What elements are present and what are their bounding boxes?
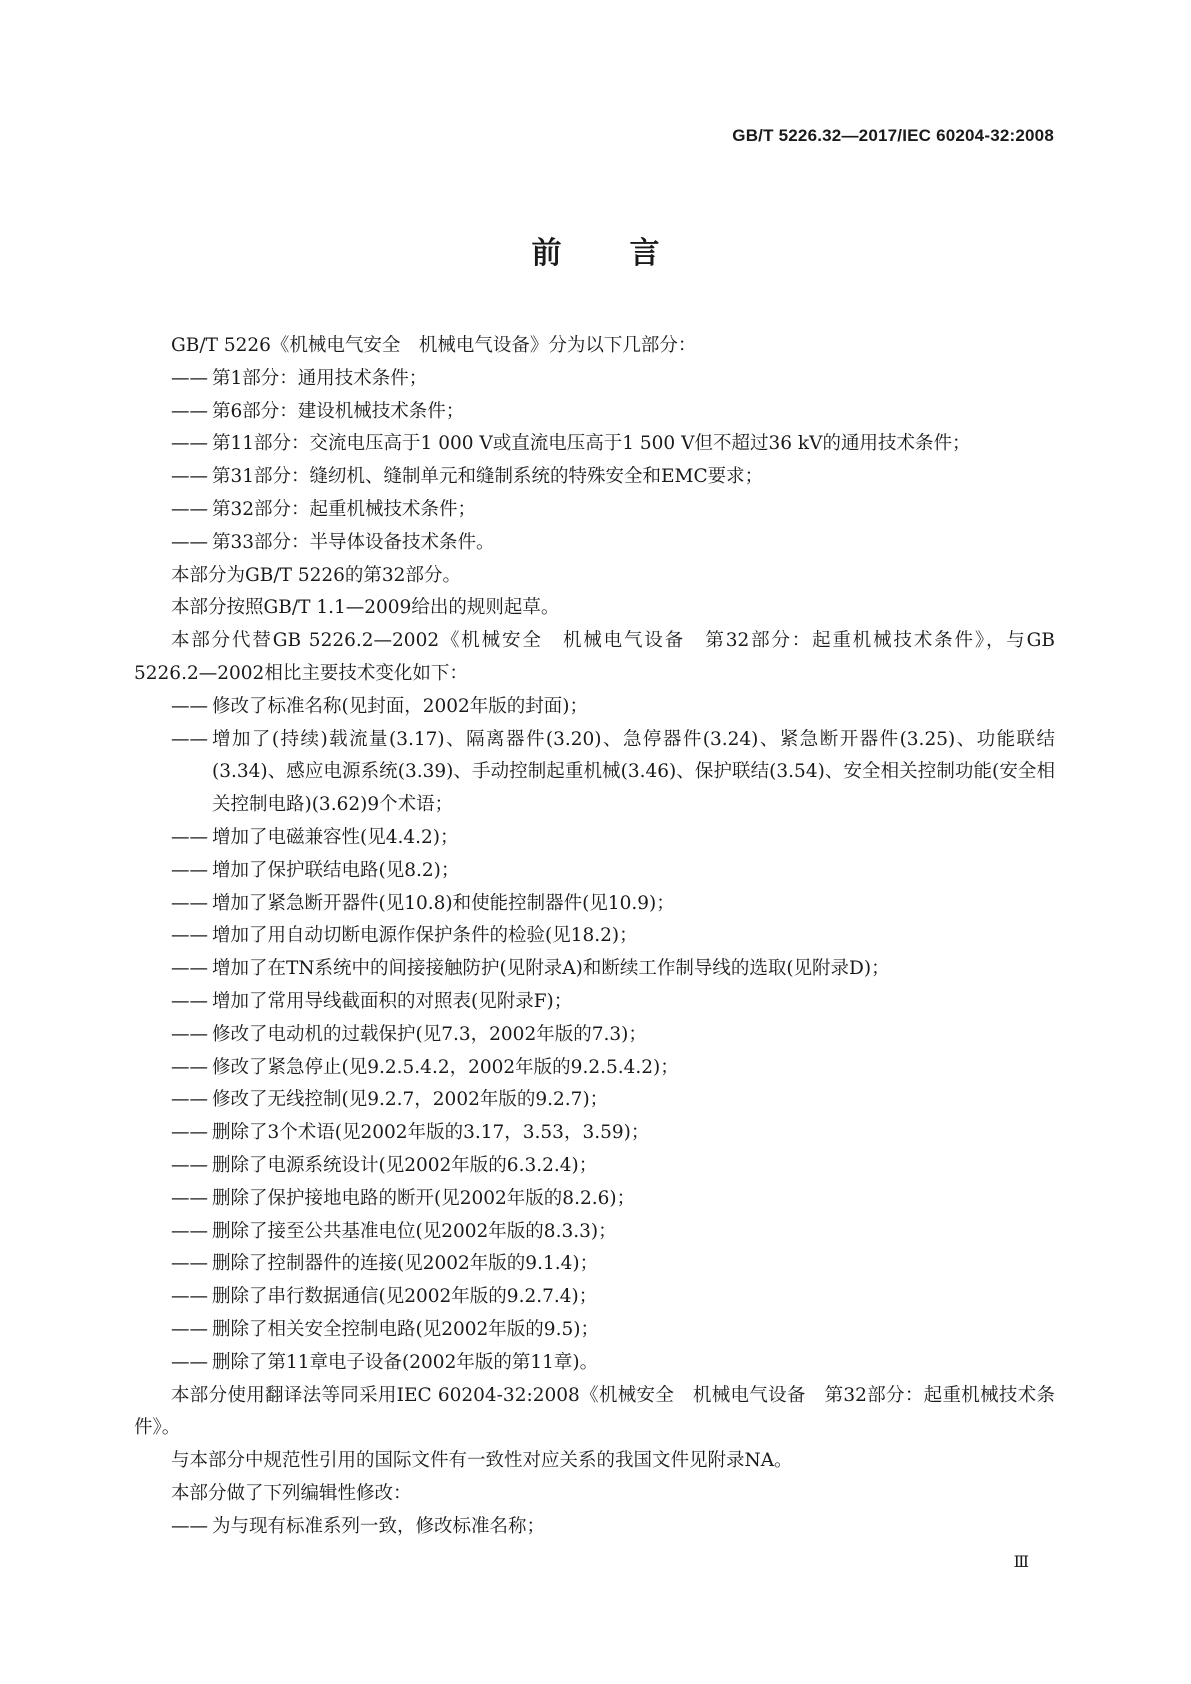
- list-item-text: 删除了3个术语(见2002年版的3.17，3.53，3.59)；: [212, 1122, 650, 1144]
- paragraph-text: GB/T 5226《机械电气安全 机械电气设备》分为以下几部分：: [171, 335, 697, 356]
- list-item: [134, 724, 1055, 822]
- list-item-text: 第6部分：建设机械技术条件；: [212, 400, 465, 422]
- list-dash: ——: [171, 400, 208, 422]
- list-item-text: 第32部分：起重机械技术条件；: [212, 498, 477, 520]
- list-item-text: 为与现有标准系列一致，修改标准名称；: [212, 1515, 546, 1537]
- list-dash: ——: [171, 531, 208, 553]
- list-item-text: 删除了接至公共基准电位(见2002年版的8.3.3)；: [212, 1220, 617, 1242]
- list-dash: ——: [171, 1154, 208, 1176]
- list-dash: ——: [171, 367, 208, 389]
- list-dash: ——: [171, 1286, 208, 1308]
- document-body: [134, 330, 1055, 1543]
- list-item: [134, 1084, 1055, 1117]
- paragraph: [134, 1380, 1055, 1446]
- list-item-text: 修改了电动机的过载保护(见7.3，2002年版的7.3)；: [212, 1023, 647, 1045]
- list-item-text: 增加了保护联结电路(见8.2)；: [212, 859, 460, 881]
- paragraph: [134, 625, 1055, 691]
- list-item: [134, 396, 1055, 429]
- list-item-text: 增加了电磁兼容性(见4.4.2)；: [212, 826, 459, 848]
- list-item: [134, 953, 1055, 986]
- list-item: [134, 428, 1055, 461]
- list-item-text: 增加了紧急断开器件(见10.8)和使能控制器件(见10.9)；: [212, 892, 675, 914]
- list-item: [134, 1511, 1055, 1544]
- paragraph-text: 本部分做了下列编辑性修改：: [171, 1482, 412, 1504]
- list-item: [134, 1183, 1055, 1216]
- list-dash: ——: [171, 925, 208, 947]
- list-dash: ——: [171, 466, 208, 488]
- list-item-text: 第31部分：缝纫机、缝制单元和缝制系统的特殊安全和EMC要求；: [212, 466, 764, 488]
- list-dash: ——: [171, 1220, 208, 1242]
- list-item-text: 增加了在TN系统中的间接接触防护(见附录A)和断续工作制导线的选取(见附录D)；: [212, 958, 890, 980]
- list-item-text: 删除了第11章电子设备(2002年版的第11章)。: [212, 1351, 599, 1373]
- paragraph: [134, 330, 1055, 363]
- list-dash: ——: [171, 1515, 208, 1537]
- list-item: [134, 1216, 1055, 1249]
- page-title: [0, 228, 1191, 272]
- list-item: [134, 1314, 1055, 1347]
- list-item-text: 修改了无线控制(见9.2.7，2002年版的9.2.7)；: [212, 1089, 609, 1111]
- list-dash: ——: [171, 1122, 208, 1144]
- list-item: [134, 1019, 1055, 1052]
- list-item: [134, 527, 1055, 560]
- list-dash: ——: [171, 1089, 208, 1111]
- paragraph: [134, 1445, 1055, 1478]
- list-item-text: 增加了(持续)载流量(3.17)、隔离器件(3.20)、急停器件(3.24)、紧急断开器件(3.25)、功能联结(3.34)、感应电源系统(3.39)、手动控制起重机械(3.46)、保护联结(3.54)、安全相关控制功能(安全相关控制电路)(3.62)9个术语；: [212, 728, 1055, 816]
- paragraph: [134, 1478, 1055, 1511]
- list-item-text: 增加了用自动切断电源作保护条件的检验(见18.2)；: [212, 925, 638, 947]
- list-dash: ——: [171, 1318, 208, 1340]
- list-item: [134, 822, 1055, 855]
- list-dash: ——: [171, 1023, 208, 1045]
- paragraph: [134, 592, 1055, 625]
- list-item-text: 第11部分：交流电压高于1 000 V或直流电压高于1 500 V但不超过36 kV的通用技术条件；: [212, 433, 971, 455]
- page-number: Ⅲ: [1013, 1554, 1029, 1571]
- list-item-text: 增加了常用导线截面积的对照表(见附录F)；: [212, 990, 573, 1012]
- list-dash: ——: [171, 1187, 208, 1209]
- list-dash: ——: [171, 990, 208, 1012]
- list-dash: ——: [171, 826, 208, 848]
- title-char-2: 言: [629, 236, 660, 271]
- list-dash: ——: [171, 433, 208, 455]
- list-dash: ——: [171, 695, 208, 717]
- list-item: [134, 1248, 1055, 1281]
- list-item: [134, 1052, 1055, 1085]
- list-item: [134, 920, 1055, 953]
- list-item: [134, 363, 1055, 396]
- list-item-text: 删除了串行数据通信(见2002年版的9.2.7.4)；: [212, 1286, 598, 1308]
- paragraph-text: 与本部分中规范性引用的国际文件有一致性对应关系的我国文件见附录NA。: [171, 1450, 793, 1472]
- list-item-text: 删除了保护接地电路的断开(见2002年版的8.2.6)；: [212, 1187, 636, 1209]
- list-dash: ——: [171, 958, 208, 980]
- paragraph-text: 本部分为GB/T 5226的第32部分。: [171, 564, 461, 586]
- list-item: [134, 1150, 1055, 1183]
- paragraph-text: 本部分使用翻译法等同采用IEC 60204-32:2008《机械安全 机械电气设备 第32部分：起重机械技术条件》。: [134, 1384, 1055, 1439]
- list-dash: ——: [171, 1056, 208, 1078]
- paragraph-text: 本部分按照GB/T 1.1—2009给出的规则起草。: [171, 597, 560, 619]
- paragraph: [134, 560, 1055, 593]
- list-item-text: 修改了紧急停止(见9.2.5.4.2，2002年版的9.2.5.4.2)；: [212, 1056, 679, 1078]
- list-item: [134, 888, 1055, 921]
- list-item-text: 第1部分：通用技术条件；: [212, 367, 428, 389]
- list-item-text: 删除了相关安全控制电路(见2002年版的9.5)；: [212, 1318, 599, 1340]
- list-item: [134, 1347, 1055, 1380]
- list-item-text: 删除了控制器件的连接(见2002年版的9.1.4)；: [212, 1253, 599, 1275]
- list-item: [134, 461, 1055, 494]
- list-item-text: 修改了标准名称(见封面，2002年版的封面)；: [212, 695, 589, 717]
- list-item-text: 删除了电源系统设计(见2002年版的6.3.2.4)；: [212, 1154, 598, 1176]
- list-dash: ——: [171, 892, 208, 914]
- list-item: [134, 691, 1055, 724]
- list-dash: ——: [171, 1253, 208, 1275]
- list-item: [134, 1117, 1055, 1150]
- list-dash: ——: [171, 498, 208, 520]
- title-char-1: 前: [531, 236, 562, 271]
- list-item: [134, 1281, 1055, 1314]
- paragraph-text: 本部分代替GB 5226.2—2002《机械安全 机械电气设备 第32部分：起重机械技术条件》，与GB 5226.2—2002相比主要技术变化如下：: [134, 630, 1055, 684]
- list-dash: ——: [171, 728, 208, 750]
- list-dash: ——: [171, 1351, 208, 1373]
- list-dash: ——: [171, 859, 208, 881]
- list-item: [134, 494, 1055, 527]
- list-item: [134, 855, 1055, 888]
- list-item-text: 第33部分：半导体设备技术条件。: [212, 531, 495, 553]
- list-item: [134, 986, 1055, 1019]
- standard-number-header: GB/T 5226.32—2017/IEC 60204-32:2008: [732, 126, 1054, 145]
